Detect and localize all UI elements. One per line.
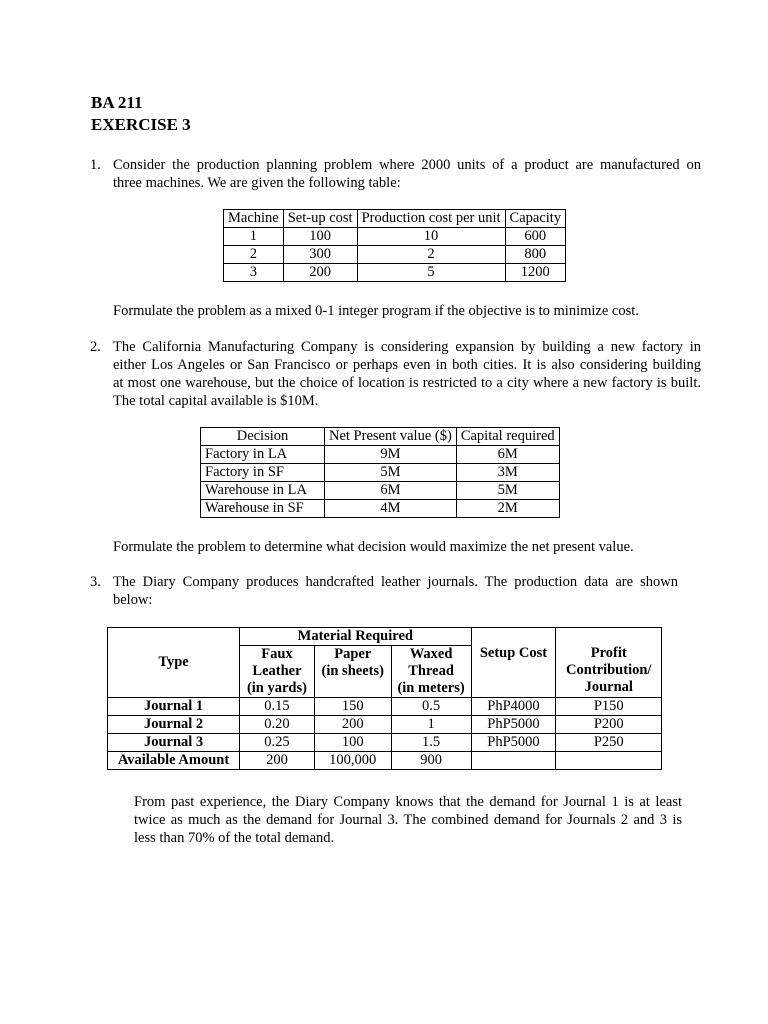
cell: 600: [505, 228, 566, 246]
exercise-title: EXERCISE 3: [91, 115, 191, 134]
table-row: [201, 500, 560, 518]
cell: 200: [240, 752, 315, 770]
header-faux-leather: [240, 646, 315, 698]
header-setup-cost: Set-up cost: [283, 210, 357, 228]
cell: 2M: [456, 500, 559, 518]
header-thread-line-2: Thread: [408, 663, 454, 679]
header-profit-line-3: Journal: [584, 679, 633, 695]
header-thread-line-3: (in meters): [397, 680, 465, 696]
header-profit-line-1: Profit: [590, 645, 627, 661]
cell: 6M: [325, 482, 457, 500]
cell: P150: [556, 698, 662, 716]
header-faux-line-3: (in yards): [246, 680, 307, 696]
cell: PhP5000: [471, 716, 556, 734]
table-row: [201, 464, 560, 482]
header-profit: [556, 628, 662, 698]
header-profit-line-2: Contribution/: [566, 662, 652, 678]
cell: Journal 1: [108, 698, 240, 716]
cell: P200: [556, 716, 662, 734]
header-faux-line-2: Leather: [252, 663, 302, 679]
header-faux-line-1: Faux: [261, 646, 293, 662]
cell: 9M: [325, 446, 457, 464]
course-code: BA 211: [91, 93, 143, 112]
cell: 300: [283, 246, 357, 264]
q3-line-1: The Diary Company produces handcrafted leather journals. The production data are shown: [113, 574, 678, 590]
cell: 2: [357, 246, 505, 264]
cell: 800: [505, 246, 566, 264]
cell: 2: [224, 246, 284, 264]
q3-line-2: below:: [113, 592, 153, 608]
q1-line-1: Consider the production planning problem where 2000 units of a product are manufactured on: [113, 157, 701, 173]
header-type: Type: [108, 628, 240, 698]
cell: 200: [283, 264, 357, 282]
header-paper: [314, 646, 391, 698]
cell: 1.5: [391, 734, 471, 752]
q3-production-table: [107, 627, 662, 770]
cell: 1: [391, 716, 471, 734]
q2-line-4: The total capital available is $10M.: [113, 393, 319, 409]
cell: 3: [224, 264, 284, 282]
header-setup-cost: Setup Cost: [471, 628, 556, 698]
header-paper-line-1: Paper: [334, 646, 372, 662]
table-header-row: [201, 428, 560, 446]
q2-line-1: The California Manufacturing Company is considering expansion by building a new factory in: [113, 339, 701, 355]
q2-line-3: at most one warehouse, but the choice of location is restricted to a city where a new factory is built.: [113, 375, 701, 391]
q3-note-line-2: twice as much as the demand for Journal 3. The combined demand for Journals 2 and 3 is: [134, 812, 682, 828]
table-row: [108, 752, 662, 770]
q1-line-2: three machines. We are given the following table:: [113, 175, 401, 191]
cell: [471, 752, 556, 770]
cell: 3M: [456, 464, 559, 482]
cell: 4M: [325, 500, 457, 518]
table-row: [224, 228, 566, 246]
cell: Warehouse in LA: [201, 482, 325, 500]
q1-machine-table: [223, 209, 566, 282]
header-production-cost: Production cost per unit: [357, 210, 505, 228]
q2-decision-table: [200, 427, 560, 518]
table-header-row: [224, 210, 566, 228]
cell: 100,000: [314, 752, 391, 770]
header-npv: Net Present value ($): [325, 428, 457, 446]
table-row: [224, 264, 566, 282]
cell: 150: [314, 698, 391, 716]
cell: 5M: [456, 482, 559, 500]
q3-text: [113, 573, 678, 609]
header-waxed-thread: [391, 646, 471, 698]
cell: 0.25: [240, 734, 315, 752]
q3-note: [134, 793, 682, 847]
cell: 5M: [325, 464, 457, 482]
q2-number: 2.: [90, 339, 101, 355]
cell: 200: [314, 716, 391, 734]
q3-number: 3.: [90, 574, 101, 590]
cell: Journal 2: [108, 716, 240, 734]
table-row: [108, 716, 662, 734]
cell: Factory in SF: [201, 464, 325, 482]
table-row: [201, 446, 560, 464]
table-row: [201, 482, 560, 500]
cell: 0.20: [240, 716, 315, 734]
table-row: [224, 246, 566, 264]
table-row: [108, 698, 662, 716]
cell: 0.15: [240, 698, 315, 716]
q3-note-line-1: From past experience, the Diary Company knows that the demand for Journal 1 is at least: [134, 794, 682, 810]
header-paper-line-2: (in sheets): [321, 663, 384, 679]
q2-instruction: Formulate the problem to determine what decision would maximize the net present value.: [113, 539, 634, 555]
q1-text: [113, 156, 701, 192]
cell: Available Amount: [108, 752, 240, 770]
header-capital: Capital required: [456, 428, 559, 446]
cell: 0.5: [391, 698, 471, 716]
cell: 6M: [456, 446, 559, 464]
q3-note-line-3: less than 70% of the total demand.: [134, 830, 335, 846]
cell: Warehouse in SF: [201, 500, 325, 518]
cell: 1: [224, 228, 284, 246]
header-capacity: Capacity: [505, 210, 566, 228]
cell: Factory in LA: [201, 446, 325, 464]
cell: Journal 3: [108, 734, 240, 752]
cell: P250: [556, 734, 662, 752]
header-decision: Decision: [201, 428, 325, 446]
header-material-required: Material Required: [240, 628, 471, 646]
header-machine: Machine: [224, 210, 284, 228]
q1-number: 1.: [90, 157, 101, 173]
cell: PhP4000: [471, 698, 556, 716]
cell: 10: [357, 228, 505, 246]
cell: 100: [283, 228, 357, 246]
header-thread-line-1: Waxed: [409, 646, 453, 662]
q2-text: [113, 338, 701, 410]
cell: 5: [357, 264, 505, 282]
cell: [556, 752, 662, 770]
cell: 900: [391, 752, 471, 770]
table-header-row: [108, 628, 662, 646]
q2-line-2: either Los Angeles or San Francisco or perhaps even in both cities. It is also considering building: [113, 357, 701, 373]
table-row: [108, 734, 662, 752]
cell: PhP5000: [471, 734, 556, 752]
q1-instruction: Formulate the problem as a mixed 0-1 integer program if the objective is to minimize cost.: [113, 303, 639, 319]
cell: 1200: [505, 264, 566, 282]
cell: 100: [314, 734, 391, 752]
